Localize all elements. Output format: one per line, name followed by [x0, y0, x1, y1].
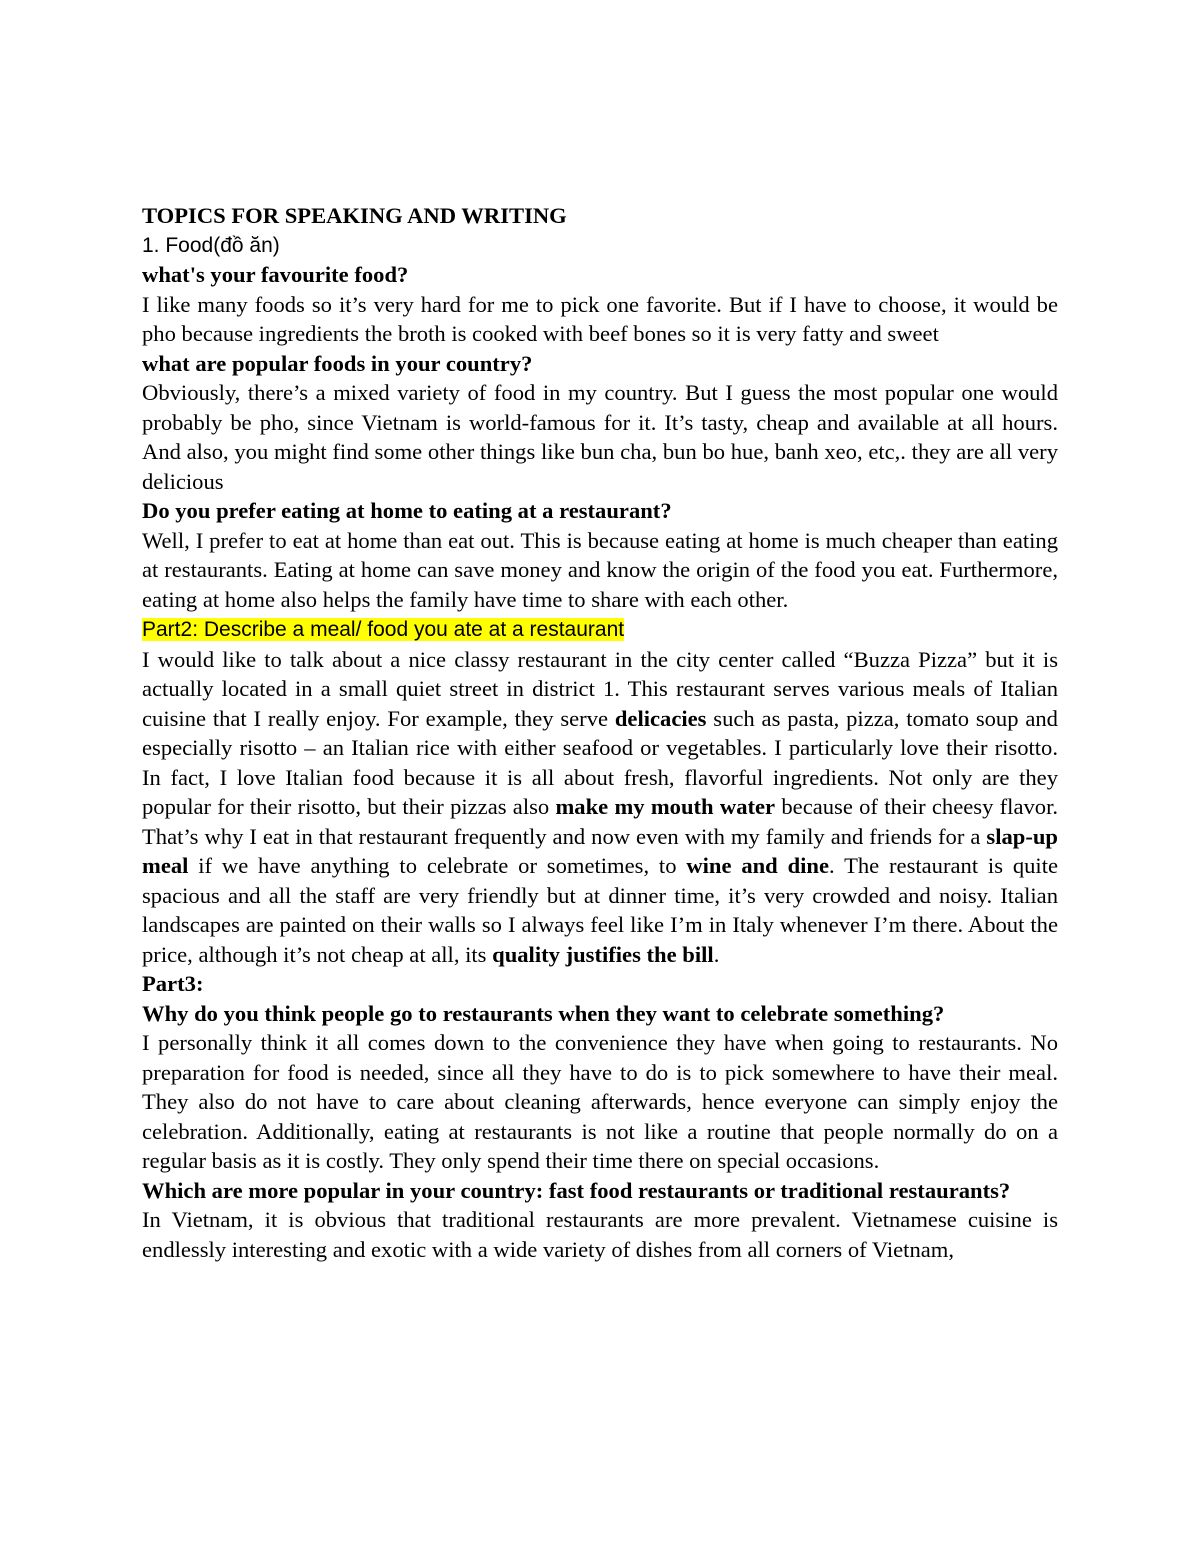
answer-celebrate-restaurants: I personally think it all comes down to the convenience they have when going to restaurants. No preparation for food is needed, since all they have to do is to pick somewhere to have their meal. They also do not have to care about cleaning afterwards, hence everyone can simply enjoy the celebration. Additionally, eating at restaurants is not like a routine that people normally do on a regular basis as it is costly. They only spend their time there on special occasions.	[142, 1030, 1058, 1173]
answer-popular-foods: Obviously, there’s a mixed variety of food in my country. But I guess the most popular one would probably be pho, since Vietnam is world-famous for it. It’s tasty, cheap and available at all hours. And also, you might find some other things like bun cha, bun bo hue, banh xeo, etc,. they are all very delicious	[142, 380, 1058, 494]
term-make-my-mouth-water: make my mouth water	[555, 794, 776, 819]
question-home-vs-restaurant: Do you prefer eating at home to eating at a restaurant?	[142, 498, 672, 523]
part2-heading: Part2: Describe a meal/ food you ate at a restaurant	[142, 618, 625, 641]
part2-text-3: because of their cheesy flavor. That’s why I eat in that restaurant frequently and now even with my family and friends for a	[142, 794, 1058, 849]
part2-text-6: .	[713, 941, 720, 967]
part2-text-5: . The restaurant is quite spacious and all the staff are very friendly but at dinner time, it’s very crowded and noisy. Italian landscapes are painted on their walls so I always feel like I’m in Italy whenever I’m there. About the price, although it’s not cheap at all, its	[142, 853, 1058, 967]
part2-text-2: such as pasta, pizza, tomato soup and especially risotto – an Italian rice with either seafood or vegetables. I particularly love their risotto. In fact, I love Italian food because it is all about fresh, flavorful ingredients. Not only are they popular for their risotto, but their pizzas also	[142, 705, 1058, 819]
part3-heading: Part3:	[142, 971, 204, 996]
answer-fast-food-vs-traditional: In Vietnam, it is obvious that traditional restaurants are more prevalent. Vietnamese cuisine is endlessly interesting and exotic with a wide variety of dishes from all corners of Vietnam,	[142, 1207, 1058, 1262]
question-fast-food-vs-traditional: Which are more popular in your country: fast food restaurants or traditional restaurants?	[142, 1177, 1011, 1203]
answer-favourite-food: I like many foods so it’s very hard for me to pick one favorite. But if I have to choose, it would be pho because ingredients the broth is cooked with beef bones so it is very fatty and sweet	[142, 291, 1058, 346]
topic-heading: 1. Food(đồ ăn)	[142, 233, 280, 257]
question-celebrate-restaurants: Why do you think people go to restaurants when they want to celebrate something?	[142, 1000, 945, 1026]
question-popular-foods: what are popular foods in your country?	[142, 350, 533, 376]
term-quality-justifies-the-bill: quality justifies the bill	[492, 941, 714, 967]
question-favourite-food: what's your favourite food?	[142, 262, 409, 287]
document-title: TOPICS FOR SPEAKING AND WRITING	[142, 203, 567, 228]
part2-heading-line	[142, 614, 1058, 645]
term-wine-and-dine: wine and dine	[686, 853, 830, 878]
part2-text-1: I would like to talk about a nice classy restaurant in the city center called “Buzza Pizza” but it is actually located in a small quiet street in district 1. This restaurant serves various meals of Italian cuisine that I really enjoy. For example, they serve	[142, 646, 1058, 731]
answer-home-vs-restaurant: Well, I prefer to eat at home than eat out. This is because eating at home is much cheaper than eating at restaurants. Eating at home can save money and know the origin of the food you eat. Furthermore, eating at home also helps the family have time to share with each other.	[142, 527, 1058, 612]
term-slap-up-meal: slap-up meal	[142, 823, 1058, 878]
term-delicacies: delicacies	[614, 705, 707, 731]
document-page	[142, 201, 1058, 1264]
part2-answer	[142, 645, 1058, 970]
part2-text-4: if we have anything to celebrate or sometimes, to	[188, 853, 687, 878]
